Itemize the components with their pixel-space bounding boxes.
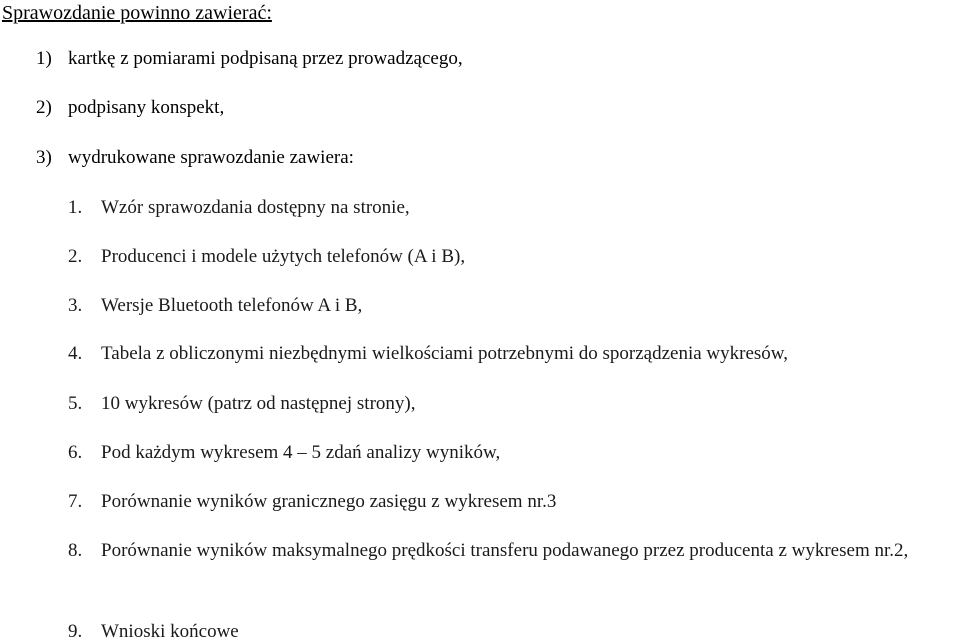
sub-list-item-number: 7. [68,491,83,512]
sub-list-item [68,294,960,318]
sub-list-item [68,441,960,465]
sub-list-item-number: 6. [68,442,83,463]
sub-list-item [68,620,960,644]
list-item-text: kartkę z pomiarami podpisaną przez prowadzącego, [68,48,463,69]
sub-list-item-text: Tabela z obliczonymi niezbędnymi wielkościami potrzebnymi do sporządzenia wykresów, [101,343,789,364]
list-item [36,47,463,71]
list-item-text: podpisany konspekt, [68,97,225,118]
sub-list-item-text: Producenci i modele użytych telefonów (A i B), [101,246,466,267]
sub-list-item-text: Porównanie wyników granicznego zasięgu z wykresem nr.3 [101,491,557,512]
sub-list-item-number: 4. [68,343,83,364]
sub-list-item-text: Wersje Bluetooth telefonów A i B, [101,295,363,316]
document-heading: Sprawozdanie powinno zawierać: [2,2,272,24]
sub-list-item-number: 9. [68,621,83,642]
sub-list-item-number: 5. [68,393,83,414]
sub-list-item-number: 3. [68,295,83,316]
list-item-text: wydrukowane sprawozdanie zawiera: [68,147,354,168]
list-item [36,146,354,170]
sub-list-item-text: Wnioski końcowe [101,621,239,642]
list-item-number: 3) [36,147,52,168]
sub-list-item-number: 2. [68,246,83,267]
sub-list-item-text: Porównanie wyników maksymalnego prędkości transferu podawanego przez producenta z wykresem nr.2, [101,540,909,561]
sub-list-item-text: 10 wykresów (patrz od następnej strony), [101,393,416,414]
list-item [36,96,224,120]
list-item-number: 1) [36,48,52,69]
sub-list-item-text: Pod każdym wykresem 4 – 5 zdań analizy wyników, [101,442,501,463]
sub-list-item [68,245,960,269]
sub-list-item [68,196,960,220]
sub-list-item [68,392,960,416]
sub-list-item [68,539,960,563]
sub-list-item-text: Wzór sprawozdania dostępny na stronie, [101,197,410,218]
sub-list-item [68,342,960,366]
sub-list-item-number: 1. [68,197,83,218]
sub-list-item [68,490,960,514]
sub-list-item-number: 8. [68,540,83,561]
list-item-number: 2) [36,97,52,118]
